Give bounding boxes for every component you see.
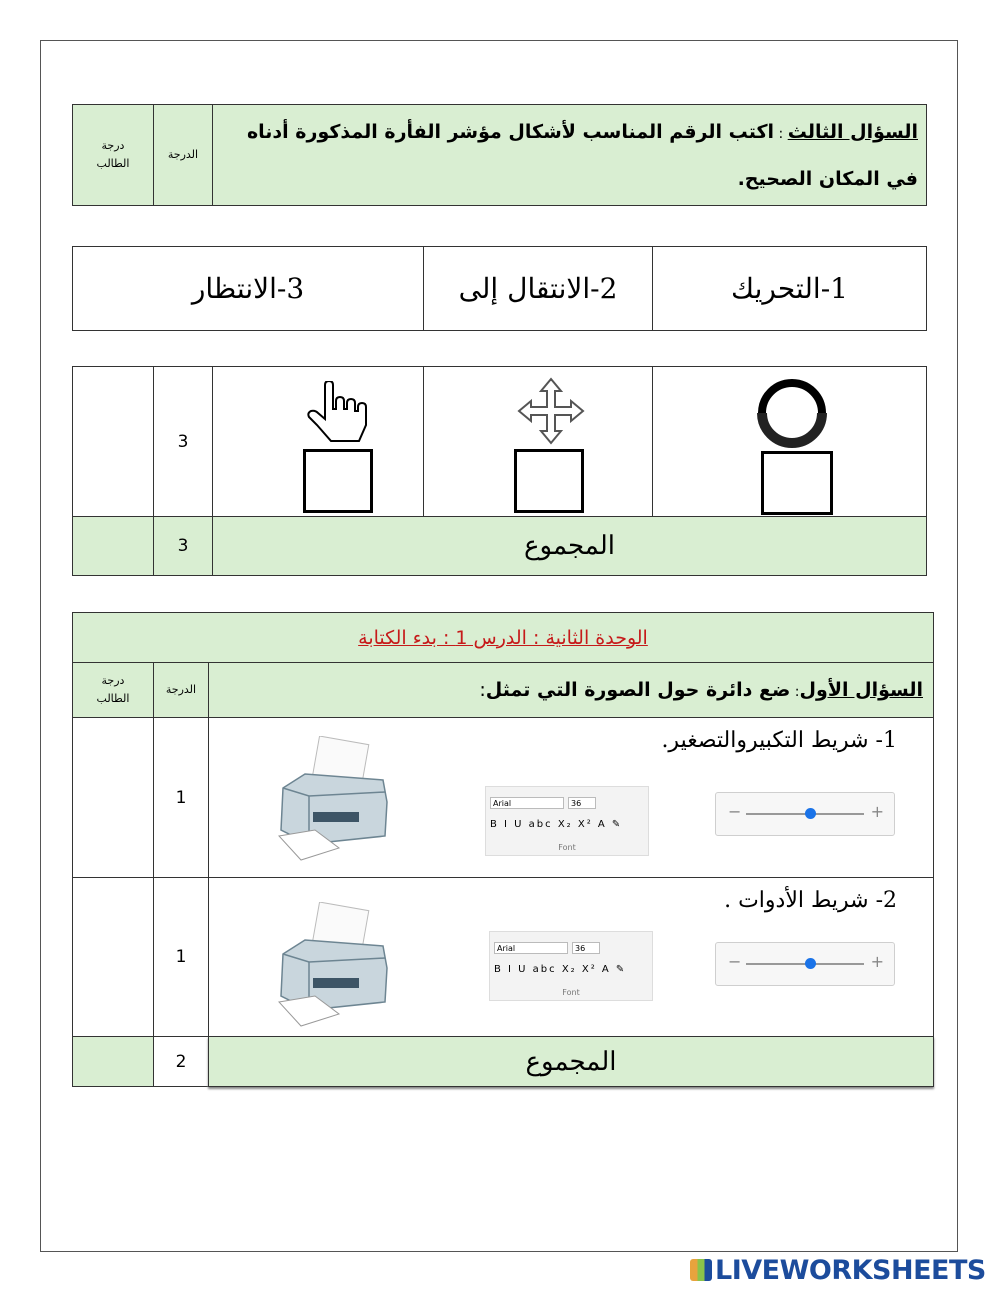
q1-student-grade-header: درجة الطالب bbox=[72, 662, 154, 718]
cursor-cell-hand bbox=[212, 366, 424, 517]
q3-title: السؤال الثالث bbox=[787, 121, 918, 143]
cursor-cell-wait bbox=[652, 366, 927, 517]
total-label-cell: المجموع bbox=[212, 516, 927, 576]
q3-question-line2: في المكان الصحيح. bbox=[737, 168, 918, 190]
item1-student-grade[interactable] bbox=[72, 717, 154, 878]
hand-pointer-icon bbox=[303, 381, 369, 443]
q1-total-label: المجموع bbox=[208, 1036, 934, 1087]
busy-circle-icon bbox=[757, 377, 827, 449]
item2-cell bbox=[208, 877, 934, 1037]
item2-text: 2- شريط الأدوات . bbox=[724, 888, 897, 913]
option-move: 1-التحريك bbox=[652, 246, 927, 331]
student-grade-cell[interactable] bbox=[72, 366, 154, 517]
printer-image-2[interactable] bbox=[275, 902, 395, 1030]
font-toolbar-image-1[interactable]: Arial 36 B I U abc X₂ X² A ✎ Font bbox=[485, 786, 649, 856]
option-link-select: 2-الانتقال إلى bbox=[423, 246, 653, 331]
answer-box-wait[interactable] bbox=[761, 451, 833, 515]
unit-heading-cell bbox=[72, 612, 934, 663]
q1-instruction: ضع دائرة حول الصورة التي تمثل bbox=[485, 679, 791, 701]
total-grade-cell: 3 bbox=[153, 516, 213, 576]
slider-knob bbox=[805, 958, 816, 969]
q1-question-cell bbox=[208, 662, 934, 718]
q1-grade-header: الدرجة bbox=[153, 662, 209, 718]
q1-title: السؤال الأول bbox=[799, 679, 923, 701]
item1-grade: 1 bbox=[153, 717, 209, 878]
option-wait: 3-الانتظار bbox=[72, 246, 424, 331]
student-grade-header: درجة الطالب bbox=[72, 104, 154, 206]
item1-cell bbox=[208, 717, 934, 878]
q1-student-total[interactable] bbox=[72, 1036, 154, 1087]
grade-cell: 3 bbox=[153, 366, 213, 517]
q3-question-line1: السؤال الثالث : اكتب الرقم المناسب لأشكال مؤشر الفأرة المذكورة أدناه bbox=[246, 121, 918, 143]
printer-image-1[interactable] bbox=[275, 736, 395, 864]
item2-student-grade[interactable] bbox=[72, 877, 154, 1037]
q1-question-line: السؤال الأول: ضع دائرة حول الصورة التي تمثل: bbox=[479, 679, 923, 701]
item2-grade: 1 bbox=[153, 877, 209, 1037]
logo-mark-icon bbox=[690, 1259, 712, 1281]
item1-text: 1- شريط التكبيروالتصغير. bbox=[661, 728, 897, 753]
liveworksheets-logo: LIVEWORKSHEETS bbox=[690, 1255, 986, 1286]
cursor-cell-move bbox=[423, 366, 653, 517]
q3-question-cell bbox=[212, 104, 927, 206]
answer-box-hand[interactable] bbox=[303, 449, 373, 513]
zoom-slider-image-1[interactable]: − + bbox=[715, 792, 895, 836]
q1-total-grade: 2 bbox=[153, 1036, 209, 1087]
answer-box-move[interactable] bbox=[514, 449, 584, 513]
grade-header: الدرجة bbox=[153, 104, 213, 206]
slider-knob bbox=[805, 808, 816, 819]
student-total-cell[interactable] bbox=[72, 516, 154, 576]
font-toolbar-image-2[interactable]: Arial 36 B I U abc X₂ X² A ✎ Font bbox=[489, 931, 653, 1001]
move-arrows-icon bbox=[517, 377, 585, 445]
zoom-slider-image-2[interactable]: − + bbox=[715, 942, 895, 986]
unit-heading: الوحدة الثانية : الدرس 1 : بدء الكتابة bbox=[358, 626, 648, 649]
q3-instruction: اكتب الرقم المناسب لأشكال مؤشر الفأرة المذكورة أدناه bbox=[246, 121, 775, 143]
